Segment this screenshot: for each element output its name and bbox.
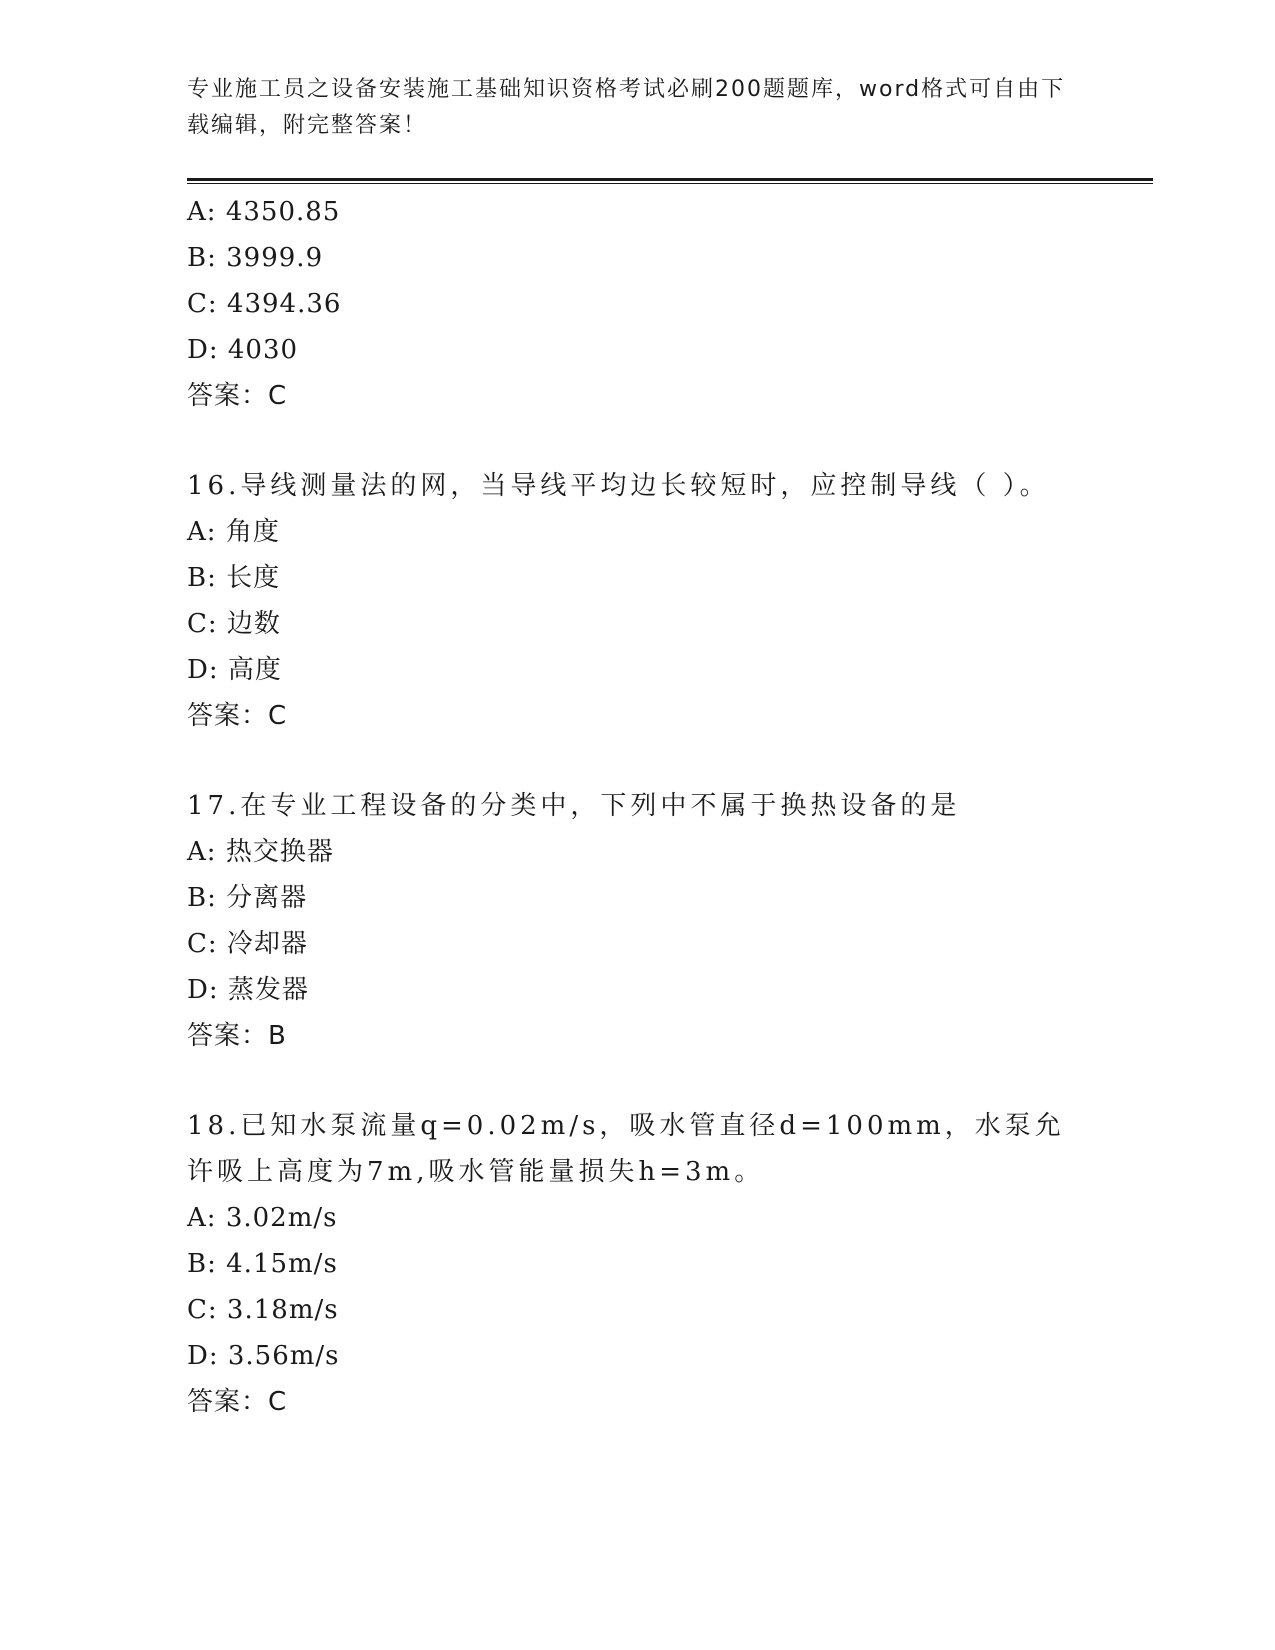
option-a: A: 3.02m/s xyxy=(187,1203,338,1233)
option-c: C: 边数 xyxy=(187,609,281,639)
question-list xyxy=(187,189,1087,1425)
document-header: 专业施工员之设备安装施工基础知识资格考试必刷200题题库，word格式可自由下载编辑，附完整答案！ xyxy=(187,77,1066,138)
question-stem: 18.已知水泵流量q=0.02m/s，吸水管直径d=100mm，水泵允许吸上高度为7m,吸水管能量损失h=3m。 xyxy=(187,1111,1065,1187)
header-rule-thin xyxy=(187,183,1153,184)
option-a: A: 角度 xyxy=(187,517,280,547)
option-d: D: 高度 xyxy=(187,655,282,685)
option-c: C: 4394.36 xyxy=(187,289,342,319)
option-a: A: 4350.85 xyxy=(187,197,341,227)
spacer xyxy=(187,419,1087,463)
option-b: B: 4.15m/s xyxy=(187,1249,338,1279)
spacer xyxy=(187,739,1087,783)
answer-line: 答案：B xyxy=(187,1021,287,1051)
question-stem: 17.在专业工程设备的分类中，下列中不属于换热设备的是 xyxy=(187,791,961,821)
question-17 xyxy=(187,783,1087,1059)
option-c: C: 3.18m/s xyxy=(187,1295,339,1325)
question-15-tail xyxy=(187,189,1087,419)
answer-line: 答案：C xyxy=(187,1387,288,1417)
question-stem: 16.导线测量法的网，当导线平均边长较短时，应控制导线（ ）。 xyxy=(187,471,1050,501)
option-c: C: 冷却器 xyxy=(187,929,308,959)
question-16 xyxy=(187,463,1087,739)
header-rule-thick xyxy=(187,178,1153,181)
option-d: D: 蒸发器 xyxy=(187,975,309,1005)
option-b: B: 分离器 xyxy=(187,883,308,913)
option-b: B: 长度 xyxy=(187,563,281,593)
option-d: D: 3.56m/s xyxy=(187,1341,340,1371)
answer-line: 答案：C xyxy=(187,701,288,731)
option-a: A: 热交换器 xyxy=(187,837,334,867)
option-d: D: 4030 xyxy=(187,335,299,365)
spacer xyxy=(187,1059,1087,1103)
question-18 xyxy=(187,1103,1087,1425)
option-b: B: 3999.9 xyxy=(187,243,324,273)
answer-line: 答案：C xyxy=(187,381,288,411)
